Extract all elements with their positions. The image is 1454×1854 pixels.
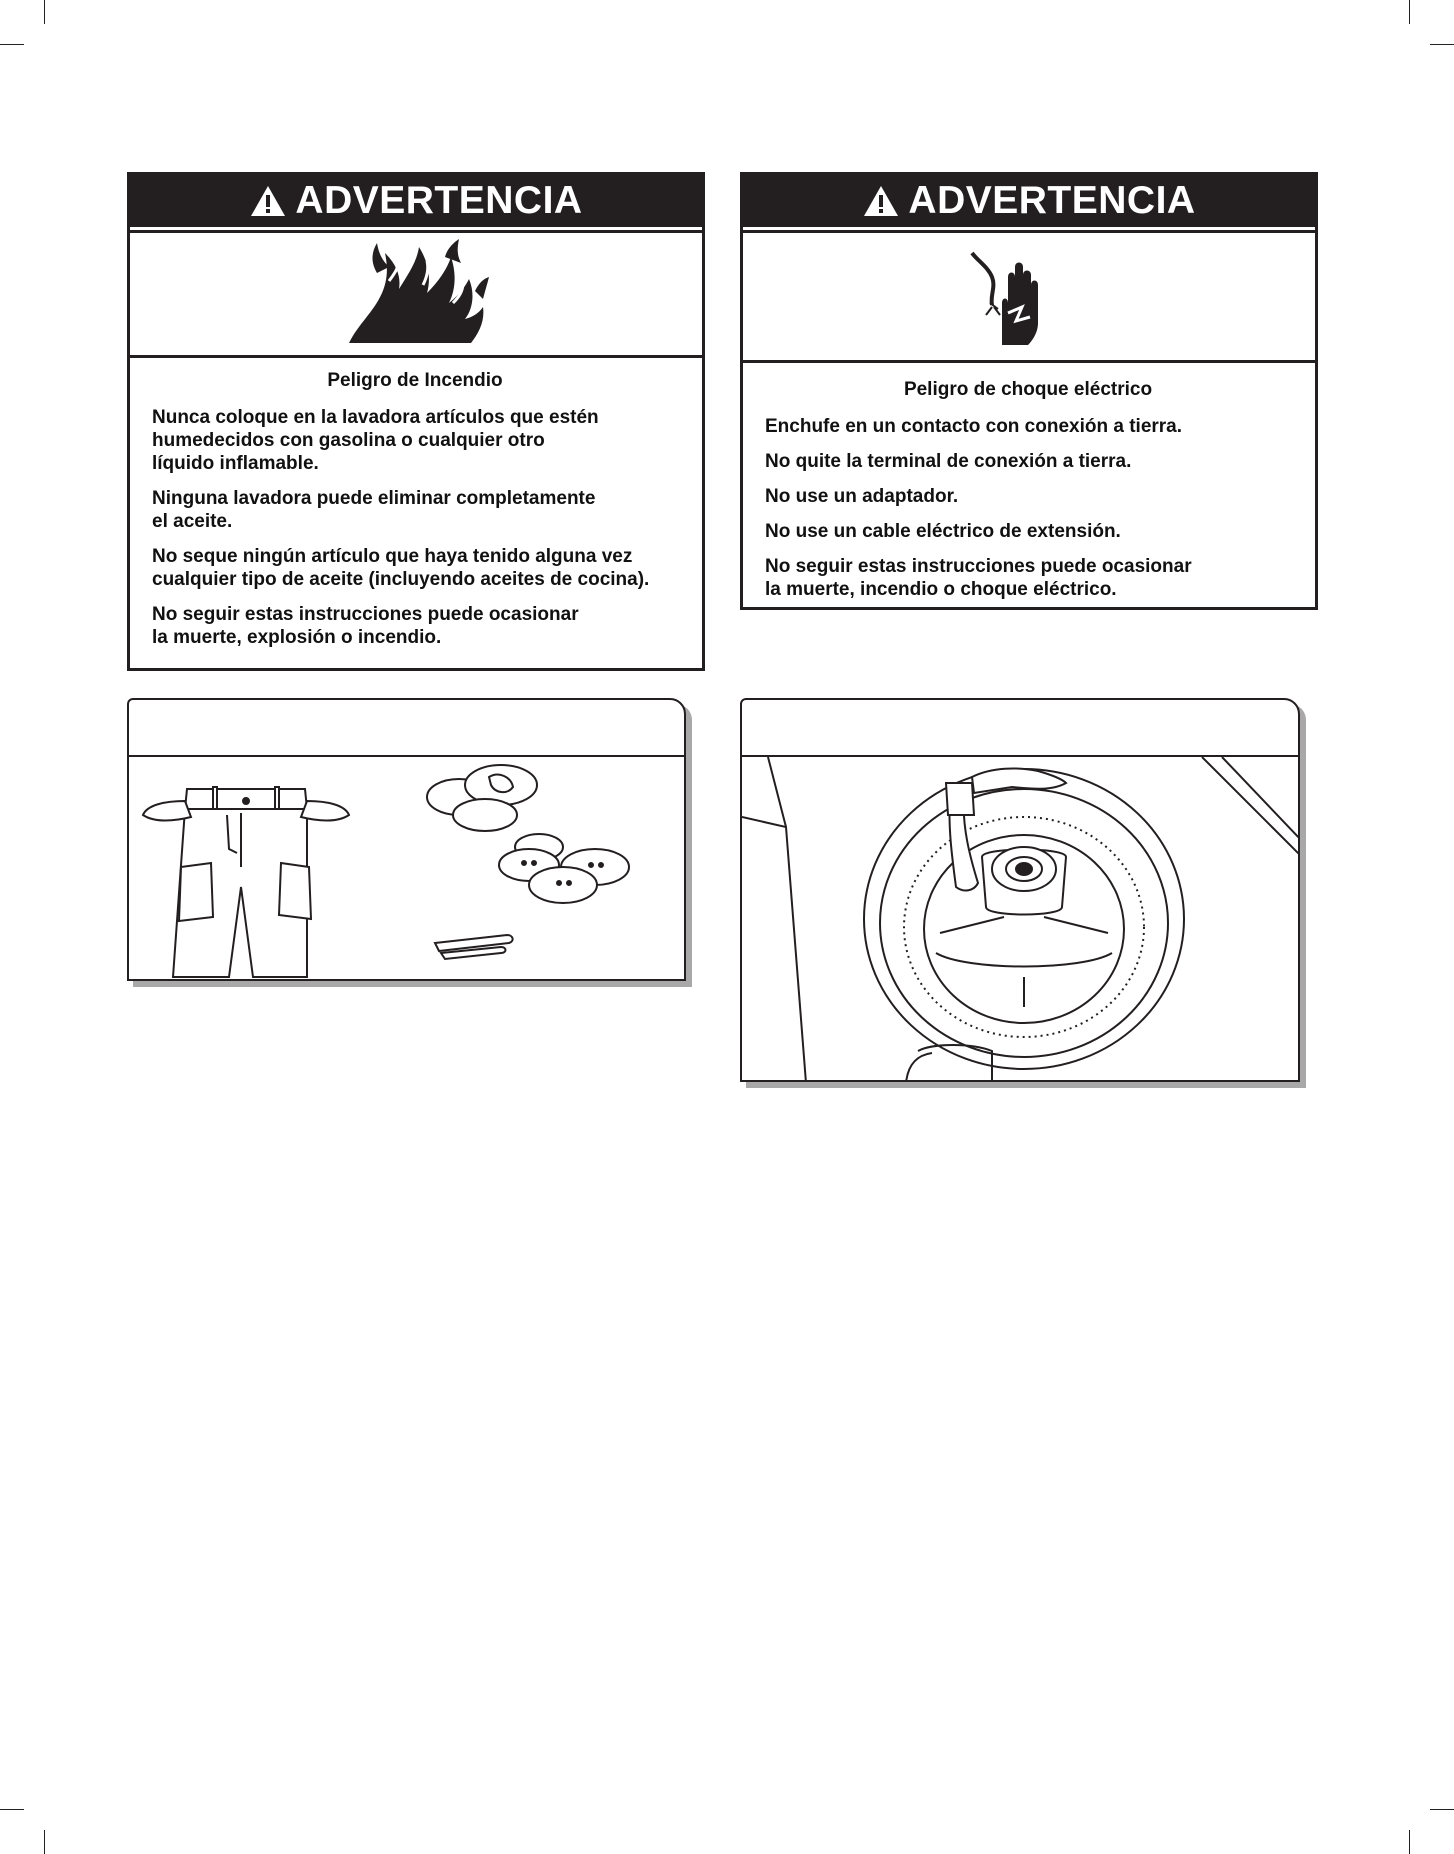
coins-icon: [427, 765, 537, 831]
washer-detergent-pour-illustration: [742, 757, 1298, 1080]
shock-warning-body: [743, 363, 1315, 601]
warning-paragraph: No quite la terminal de conexión a tierra.: [765, 451, 1132, 472]
electric-shock-hand-icon: [740, 233, 1318, 360]
illustration-tab: [129, 700, 684, 757]
buttons-icon: [499, 834, 629, 903]
fire-warning-box: [127, 172, 705, 671]
crop-mark: [0, 1809, 24, 1810]
crop-mark: [0, 44, 24, 45]
empty-pockets-illustration: [129, 757, 684, 979]
warning-title: Peligro de choque eléctrico: [903, 379, 1153, 400]
crop-mark: [1430, 44, 1454, 45]
warning-header: [743, 175, 1315, 227]
warning-header-text: ADVERTENCIA: [908, 179, 1196, 222]
washer-illustration-box: [740, 698, 1300, 1082]
crop-mark: [44, 1830, 45, 1854]
warning-paragraph: No seguir estas instrucciones puede ocasionar la muerte, incendio o choque eléctrico.: [765, 556, 1192, 600]
warning-paragraph: No seguir estas instrucciones puede ocasionar la muerte, explosión o incendio.: [152, 604, 579, 648]
washer-tub-icon: [742, 757, 1298, 1080]
warning-paragraph: No seque ningún artículo que haya tenido alguna vez cualquier tipo de aceite (incluyendo aceites de cocina).: [152, 546, 650, 590]
empty-pockets-illustration-box: [127, 698, 686, 981]
warning-triangle-icon: [249, 184, 287, 218]
fire-warning-body: [130, 358, 702, 649]
warning-paragraph: No use un cable eléctrico de extensión.: [765, 521, 1121, 542]
shock-icon-area: [743, 230, 1315, 363]
crop-mark: [1409, 1830, 1410, 1854]
illustration-tab: [742, 700, 1298, 757]
safety-pins-icon: [435, 935, 513, 959]
pants-icon: [129, 757, 684, 979]
crop-mark: [44, 0, 45, 24]
shock-warning-box: [740, 172, 1318, 610]
crop-mark: [1430, 1809, 1454, 1810]
warning-triangle-icon: [862, 184, 900, 218]
crop-mark: [1409, 0, 1410, 24]
fire-icon-area: [130, 230, 702, 358]
warning-paragraph: No use un adaptador.: [765, 486, 959, 507]
warning-paragraph: Ninguna lavadora puede eliminar completamente el aceite.: [152, 488, 596, 532]
warning-header-text: ADVERTENCIA: [295, 179, 583, 222]
warning-header: [130, 175, 702, 227]
warning-paragraph: Enchufe en un contacto con conexión a tierra.: [765, 416, 1183, 437]
warning-paragraph: Nunca coloque en la lavadora artículos que estén humedecidos con gasolina o cualquier otro líquido inflamable.: [152, 407, 599, 474]
warning-title: Peligro de Incendio: [327, 370, 503, 391]
fire-hazard-icon: [127, 233, 705, 355]
